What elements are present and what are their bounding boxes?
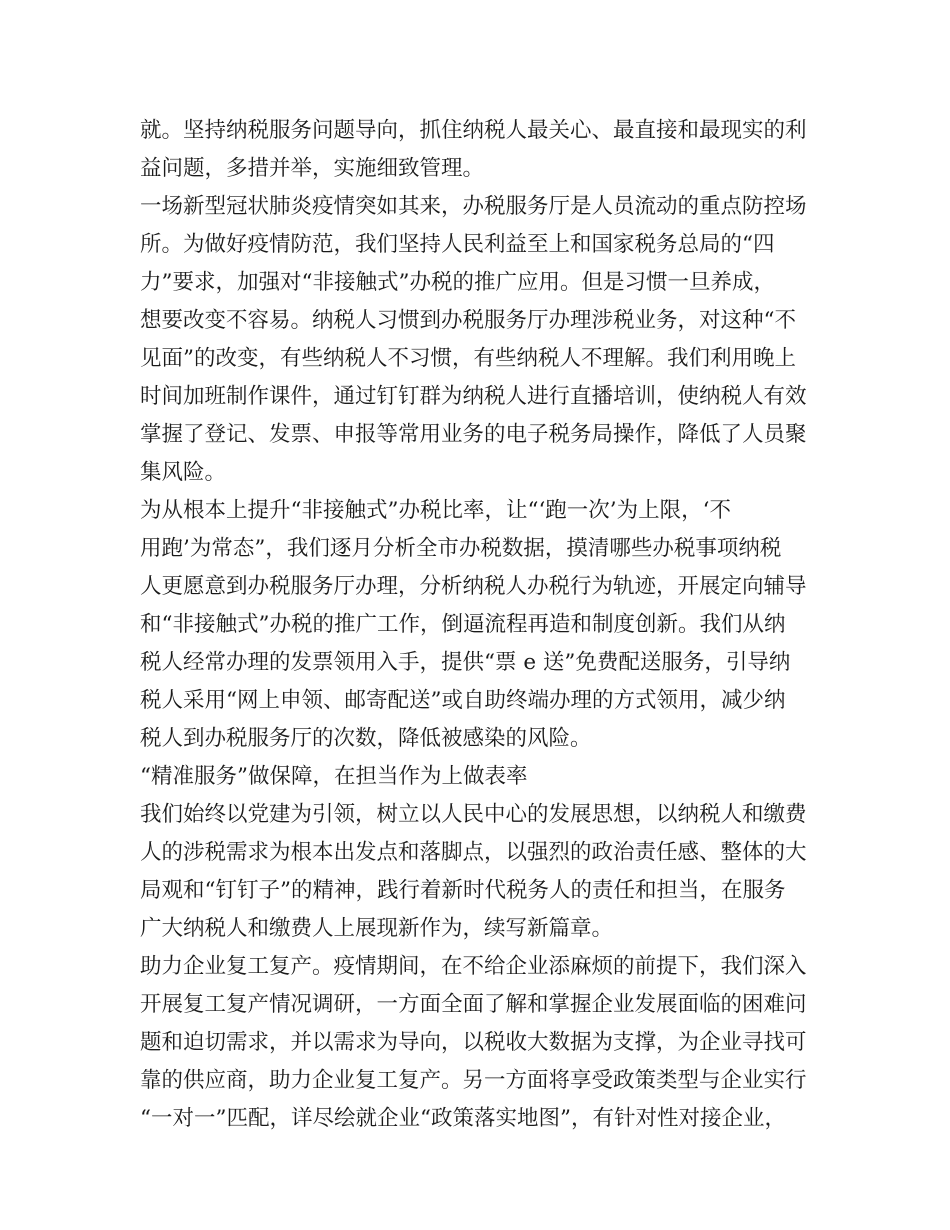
text-line: 助力企业复工复产。疫情期间，在不给企业添麻烦的前提下，我们深入 (140, 954, 807, 979)
text-line: 见面”的改变，有些纳税人不习惯，有些纳税人不理解。我们利用晚上 (140, 346, 796, 371)
paragraph-5 (140, 948, 830, 1138)
text-line: 力”要求，加强对“非接触式”办税的推广应用。但是习惯一旦养成， (140, 270, 775, 295)
text-line: 开展复工复产情况调研，一方面全面了解和掌握企业发展面临的困难问 (140, 992, 807, 1017)
text-line: 广大纳税人和缴费人上展现新作为，续写新篇章。 (140, 916, 614, 941)
text-line: 用跑’为常态”，我们逐月分析全市办税数据，摸清哪些办税事项纳税 (140, 536, 782, 561)
text-line: 局观和“钉钉子”的精神，践行着新时代税务人的责任和担当，在服务 (140, 878, 786, 903)
text-line: 靠的供应商，助力企业复工复产。另一方面将享受政策类型与企业实行 (140, 1068, 807, 1093)
text-line: 所。为做好疫情防范，我们坚持人民利益至上和国家税务总局的“四 (140, 232, 775, 257)
text-line: 我们始终以党建为引领，树立以人民中心的发展思想，以纳税人和缴费 (140, 802, 807, 827)
paragraph-1 (140, 112, 830, 188)
text-line: 税人到办税服务厅的次数，降低被感染的风险。 (140, 726, 592, 751)
text-line: 益问题，多措并举，实施细致管理。 (140, 156, 485, 181)
text-line: 集风险。 (140, 460, 227, 485)
text-line: “一对一”匹配，详尽绘就企业“政策落实地图”，有针对性对接企业， (140, 1106, 786, 1131)
document-body (140, 112, 830, 1138)
text-line: 税人采用“网上申领、邮寄配送”或自助终端办理的方式领用，减少纳 (140, 688, 786, 713)
paragraph-3 (140, 492, 830, 758)
section-heading (140, 758, 830, 796)
text-line: 为从根本上提升“非接触式”办税比率，让“‘跑一次’为上限，‘不 (140, 498, 731, 523)
text-line: 掌握了登记、发票、申报等常用业务的电子税务局操作，降低了人员聚 (140, 422, 807, 447)
text-line: 时间加班制作课件，通过钉钉群为纳税人进行直播培训，使纳税人有效 (140, 384, 807, 409)
text-line: 人的涉税需求为根本出发点和落脚点，以强烈的政治责任感、整体的大 (140, 840, 807, 865)
text-line: 税人经常办理的发票领用入手，提供“票 e 送”免费配送服务，引导纳 (140, 650, 791, 675)
text-line: 和“非接触式”办税的推广工作，倒逼流程再造和制度创新。我们从纳 (140, 612, 786, 637)
paragraph-4 (140, 796, 830, 948)
text-line: 一场新型冠状肺炎疫情突如其来，办税服务厅是人员流动的重点防控场 (140, 194, 807, 219)
paragraph-2 (140, 188, 830, 492)
text-line: 想要改变不容易。纳税人习惯到办税服务厅办理涉税业务，对这种“不 (140, 308, 796, 333)
text-line: 就。坚持纳税服务问题导向，抓住纳税人最关心、最直接和最现实的利 (140, 118, 807, 143)
text-line: 人更愿意到办税服务厅办理，分析纳税人办税行为轨迹，开展定向辅导 (140, 574, 807, 599)
text-line: “精准服务”做保障，在担当作为上做表率 (140, 764, 528, 789)
text-line: 题和迫切需求，并以需求为导向，以税收大数据为支撑，为企业寻找可 (140, 1030, 807, 1055)
